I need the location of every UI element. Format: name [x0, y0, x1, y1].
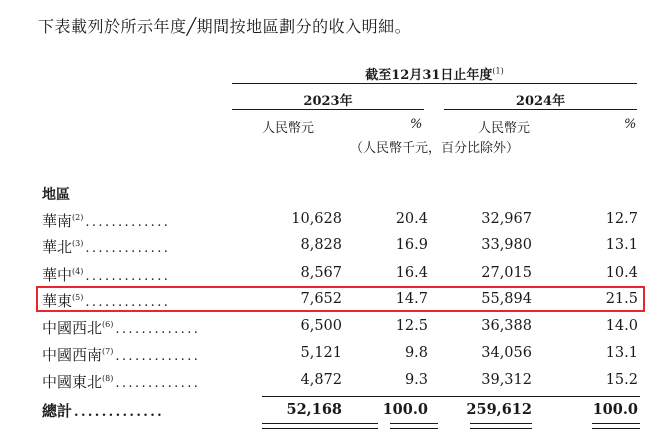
total-double-rule-1: [262, 423, 378, 429]
unit-note: （人民幣千元，百分比除外）: [349, 141, 519, 156]
value-2024: 33,980: [481, 237, 532, 253]
total-dots: .............: [74, 405, 165, 420]
leader-dots: .............: [115, 376, 201, 391]
region-label: [42, 210, 170, 231]
region-name: 華南: [42, 212, 73, 230]
region-label: [42, 264, 170, 285]
value-2023: 10,628: [291, 211, 342, 227]
pct-2024: 21.5: [605, 291, 638, 307]
table-row: [42, 342, 640, 366]
pct-2024: 14.0: [605, 318, 638, 334]
period-note-ref: (1): [492, 66, 504, 76]
table-row: [42, 234, 640, 258]
table-row: [42, 262, 640, 286]
year-2023-header: 2023年: [303, 94, 353, 109]
region-name: 華東: [42, 292, 73, 310]
total-value-2024: 259,612: [466, 401, 532, 418]
footnote-ref: (2): [72, 213, 84, 222]
footnote-ref: (8): [102, 374, 114, 383]
pct-2024: 12.7: [605, 211, 638, 227]
table-row: [42, 208, 640, 232]
value-2023: 8,828: [300, 237, 342, 253]
highlight-box: [36, 286, 645, 312]
total-value-2023: 52,168: [286, 401, 342, 418]
pct-2024: 15.2: [605, 372, 638, 388]
total-pct-2023: 100.0: [382, 401, 428, 418]
value-2024: 36,388: [481, 318, 532, 334]
region-name: 華中: [42, 266, 73, 284]
year-2024-rule: [444, 109, 637, 110]
pct-2023: 9.3: [404, 372, 428, 388]
value-2023: 8,567: [300, 265, 342, 281]
total-row: [42, 398, 640, 422]
pct-2023: 12.5: [395, 318, 428, 334]
leader-dots: .............: [85, 241, 171, 256]
period-header: [232, 64, 637, 83]
intro-text: 下表載列於所示年度╱期間按地區劃分的收入明細。: [38, 17, 412, 36]
region-label: [42, 236, 170, 257]
pct-2023: 16.4: [395, 265, 428, 281]
footnote-ref: (6): [102, 320, 114, 329]
year-2024-header: 2024年: [515, 94, 566, 109]
total-double-rule-3: [470, 423, 532, 429]
footnote-ref: (7): [102, 347, 114, 356]
table-row: [42, 315, 640, 339]
total-top-rule: [262, 396, 640, 397]
value-2023: 6,500: [300, 318, 342, 334]
period-rule: [232, 83, 637, 84]
pct-2023: 14.7: [395, 291, 428, 307]
region-label: [42, 317, 200, 338]
period-header-text: 截至12月31日止年度: [365, 68, 493, 83]
pct-2024: 13.1: [605, 237, 638, 253]
value-2024: 27,015: [481, 265, 532, 281]
region-label: [42, 371, 200, 392]
table-row: [42, 369, 640, 393]
total-pct-2024: 100.0: [592, 401, 638, 418]
total-label-text: 總計: [42, 402, 73, 420]
total-label: [42, 400, 164, 421]
region-name: 中國西北: [42, 319, 103, 337]
value-2023: 4,872: [300, 372, 342, 388]
section-label: 地區: [42, 187, 70, 203]
value-2024: 32,967: [481, 211, 532, 227]
footnote-ref: (4): [72, 267, 84, 276]
value-2023: 5,121: [300, 345, 342, 361]
footnote-ref: (3): [72, 239, 84, 248]
leader-dots: .............: [115, 322, 201, 337]
region-name: 中國東北: [42, 373, 103, 391]
total-double-rule-2: [390, 423, 438, 429]
region-label: [42, 344, 200, 365]
value-2024: 39,312: [481, 372, 532, 388]
value-2024: 55,894: [481, 291, 532, 307]
unit-rmb-2023: 人民幣元: [262, 121, 315, 136]
leader-dots: .............: [85, 215, 171, 230]
leader-dots: .............: [85, 295, 171, 310]
total-double-rule-4: [592, 423, 640, 429]
pct-2024: 10.4: [605, 265, 638, 281]
unit-pct-2024: %: [624, 117, 637, 132]
value-2023: 7,652: [300, 291, 342, 307]
unit-pct-2023: %: [410, 117, 423, 132]
pct-2023: 16.9: [395, 237, 428, 253]
footnote-ref: (5): [72, 293, 84, 302]
pct-2023: 20.4: [395, 211, 428, 227]
unit-rmb-2024: 人民幣元: [478, 121, 531, 136]
leader-dots: .............: [115, 349, 201, 364]
region-name: 華北: [42, 238, 73, 256]
pct-2023: 9.8: [404, 345, 428, 361]
leader-dots: .............: [85, 269, 171, 284]
pct-2024: 13.1: [605, 345, 638, 361]
region-name: 中國西南: [42, 346, 103, 364]
year-2023-rule: [232, 109, 424, 110]
value-2024: 34,056: [481, 345, 532, 361]
